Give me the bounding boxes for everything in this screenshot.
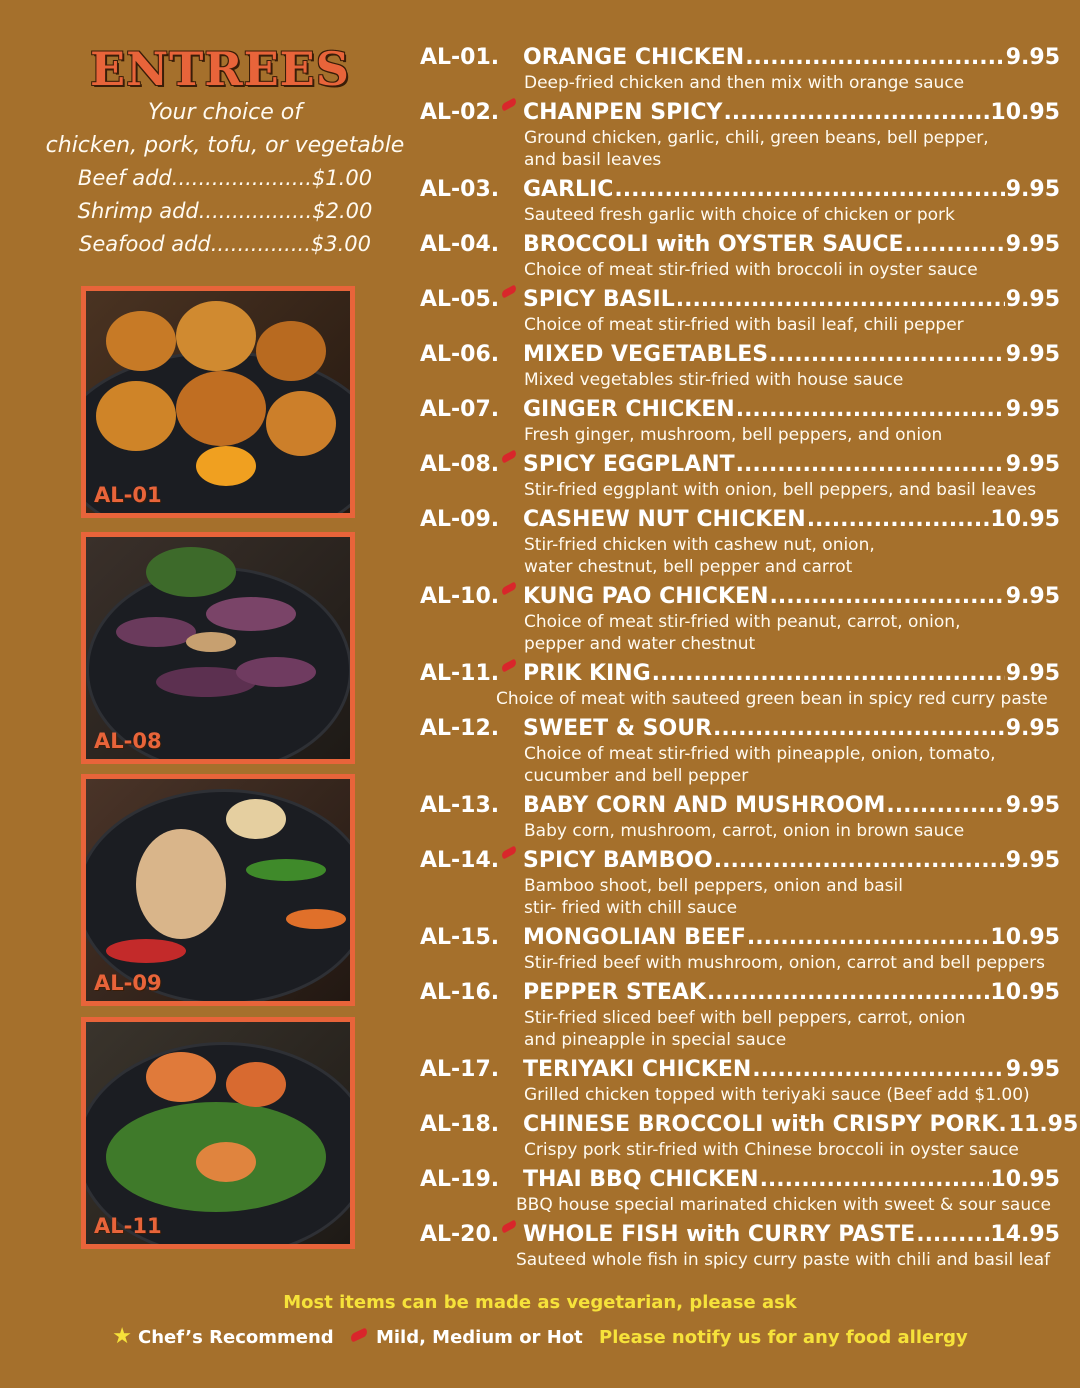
item-name: WHOLE FISH with CURRY PASTE xyxy=(523,1222,916,1247)
item-description: Bamboo shoot, bell peppers, onion and basil xyxy=(524,876,903,896)
menu-item-header xyxy=(420,341,1060,369)
menu-item-al-03 xyxy=(420,176,1060,226)
item-description: Choice of meat stir-fried with broccoli in oyster sauce xyxy=(524,260,978,280)
menu-item-al-01 xyxy=(420,44,1060,94)
menu-item-al-15 xyxy=(420,924,1060,974)
menu-item-al-02 xyxy=(420,99,1060,171)
item-price: 9.95 xyxy=(1005,287,1060,312)
item-price: 11.95 xyxy=(1008,1112,1079,1137)
item-price: 10.95 xyxy=(990,1167,1060,1192)
intro-panel xyxy=(40,40,410,261)
menu-item-header xyxy=(420,1056,1060,1084)
chili-icon xyxy=(498,983,523,999)
item-price: 9.95 xyxy=(1005,397,1060,422)
dot-leader xyxy=(736,396,1005,424)
menu-item-al-07 xyxy=(420,396,1060,446)
item-description: and pineapple in special sauce xyxy=(524,1030,787,1050)
chili-icon xyxy=(498,1115,523,1131)
item-description: Mixed vegetables stir-fried with house sauce xyxy=(524,370,904,390)
dot-leader xyxy=(713,715,1005,743)
chili-icon xyxy=(498,796,523,812)
item-description: Choice of meat stir-fried with peanut, carrot, onion, xyxy=(524,612,961,632)
chili-icon xyxy=(498,103,523,119)
item-description: stir- fried with chill sauce xyxy=(524,898,738,918)
photo-label: AL-11 xyxy=(94,1214,162,1238)
item-code: AL-16. xyxy=(420,980,500,1005)
chili-icon xyxy=(498,400,523,416)
item-description: Ground chicken, garlic, chili, green beans, bell pepper, xyxy=(524,128,989,148)
menu-item-header xyxy=(420,660,1060,688)
item-description: BBQ house special marinated chicken with sweet & sour sauce xyxy=(516,1195,1051,1215)
dot-leader xyxy=(807,506,990,534)
menu-item-al-17 xyxy=(420,1056,1060,1106)
item-price: 9.95 xyxy=(1005,661,1060,686)
menu-item-al-10 xyxy=(420,583,1060,655)
item-price: 9.95 xyxy=(1005,1057,1060,1082)
menu-item-al-14 xyxy=(420,847,1060,919)
menu-item-header xyxy=(420,99,1060,127)
item-name: PEPPER STEAK xyxy=(523,980,706,1005)
item-price: 9.95 xyxy=(1005,848,1060,873)
chili-icon xyxy=(350,1331,372,1343)
item-price: 9.95 xyxy=(1005,584,1060,609)
item-description: Choice of meat stir-fried with pineapple, onion, tomato, xyxy=(524,744,996,764)
item-price: 9.95 xyxy=(1005,452,1060,477)
item-price: 10.95 xyxy=(990,100,1060,125)
allergy-note: Please notify us for any food allergy xyxy=(599,1327,968,1348)
item-code: AL-05. xyxy=(420,287,500,312)
chili-icon xyxy=(498,235,523,251)
food-photo-al-09 xyxy=(81,774,355,1006)
menu-item-header xyxy=(420,44,1060,72)
menu-item-al-13 xyxy=(420,792,1060,842)
menu-item-al-20 xyxy=(420,1221,1060,1271)
menu-item-header xyxy=(420,847,1060,875)
choice-text xyxy=(40,96,410,162)
dot-leader xyxy=(736,451,1005,479)
item-description: Crispy pork stir-fried with Chinese broccoli in oyster sauce xyxy=(524,1140,1019,1160)
menu-list xyxy=(420,44,1079,1271)
chili-icon xyxy=(498,510,523,526)
menu-item-header xyxy=(420,715,1060,743)
chili-icon xyxy=(498,719,523,735)
menu-item-al-06 xyxy=(420,341,1060,391)
item-code: AL-02. xyxy=(420,100,500,125)
item-description: Baby corn, mushroom, carrot, onion in brown sauce xyxy=(524,821,965,841)
dot-leader xyxy=(707,979,989,1007)
item-name: MONGOLIAN BEEF xyxy=(523,925,746,950)
item-description: pepper and water chestnut xyxy=(524,634,756,654)
addon-beef: Beef add.....................$1.00 xyxy=(77,166,373,190)
item-name: BABY CORN AND MUSHROOM xyxy=(523,793,886,818)
food-photo-al-08 xyxy=(81,532,355,764)
item-description: Deep-fried chicken and then mix with orange sauce xyxy=(524,73,965,93)
chili-icon xyxy=(498,928,523,944)
dot-leader xyxy=(714,847,1005,875)
item-name: SPICY EGGPLANT xyxy=(523,452,735,477)
menu-item-header xyxy=(420,286,1060,314)
menu-item-al-09 xyxy=(420,506,1060,578)
menu-item-header xyxy=(420,1166,1060,1194)
item-name: PRIK KING xyxy=(523,661,651,686)
menu-item-al-04 xyxy=(420,231,1060,281)
dot-leader xyxy=(905,231,1005,259)
chili-icon xyxy=(498,455,523,471)
item-price: 9.95 xyxy=(1005,177,1060,202)
dot-leader xyxy=(886,792,1004,820)
item-description: Sauteed fresh garlic with choice of chicken or pork xyxy=(524,205,955,225)
menu-item-header xyxy=(420,979,1060,1007)
item-price: 9.95 xyxy=(1005,342,1060,367)
menu-item-header xyxy=(420,1221,1060,1249)
chili-icon xyxy=(498,1225,523,1241)
chili-icon xyxy=(498,851,523,867)
photo-label: AL-08 xyxy=(94,729,162,753)
menu-item-header xyxy=(420,231,1060,259)
menu-item-al-12 xyxy=(420,715,1060,787)
chili-icon xyxy=(498,1060,523,1076)
item-code: AL-15. xyxy=(420,925,500,950)
item-code: AL-01. xyxy=(420,45,500,70)
item-description: Stir-fried beef with mushroom, onion, carrot and bell peppers xyxy=(524,953,1045,973)
addon-shrimp: Shrimp add.................$2.00 xyxy=(77,199,373,223)
item-description: cucumber and bell pepper xyxy=(524,766,749,786)
item-code: AL-08. xyxy=(420,452,500,477)
item-code: AL-11. xyxy=(420,661,500,686)
dot-leader xyxy=(760,1166,990,1194)
item-description: water chestnut, bell pepper and carrot xyxy=(524,557,853,577)
item-name: CHANPEN SPICY xyxy=(523,100,723,125)
chili-icon xyxy=(498,290,523,306)
menu-item-al-11 xyxy=(420,660,1060,710)
menu-item-al-16 xyxy=(420,979,1060,1051)
item-description: Stir-fried chicken with cashew nut, onion, xyxy=(524,535,875,555)
item-price: 10.95 xyxy=(990,925,1060,950)
item-code: AL-18. xyxy=(420,1112,500,1137)
choice-line-1: Your choice of xyxy=(148,100,302,125)
chili-icon xyxy=(498,1170,523,1186)
menu-item-al-05 xyxy=(420,286,1060,336)
item-description: Choice of meat stir-fried with basil leaf, chili pepper xyxy=(524,315,964,335)
item-description: Sauteed whole fish in spicy curry paste with chili and basil leaf xyxy=(516,1250,1051,1270)
dot-leader xyxy=(614,176,1004,204)
item-description: and basil leaves xyxy=(524,150,662,170)
item-description: Grilled chicken topped with teriyaki sauce (Beef add $1.00) xyxy=(524,1085,1030,1105)
item-code: AL-13. xyxy=(420,793,500,818)
menu-item-header xyxy=(420,1111,1079,1139)
item-name: GINGER CHICKEN xyxy=(523,397,735,422)
item-code: AL-19. xyxy=(420,1167,500,1192)
menu-item-header xyxy=(420,924,1060,952)
item-description: Stir-fried sliced beef with bell peppers, carrot, onion xyxy=(524,1008,966,1028)
addon-list xyxy=(40,162,410,261)
dot-leader xyxy=(676,286,1005,314)
item-name: KUNG PAO CHICKEN xyxy=(523,584,769,609)
chili-icon xyxy=(498,48,523,64)
dot-leader xyxy=(752,1056,1004,1084)
menu-item-header xyxy=(420,792,1060,820)
item-name: BROCCOLI with OYSTER SAUCE xyxy=(523,232,904,257)
item-name: MIXED VEGETABLES xyxy=(523,342,769,367)
star-icon: ★ xyxy=(112,1324,132,1349)
photo-label: AL-01 xyxy=(94,483,162,507)
menu-item-header xyxy=(420,451,1060,479)
item-code: AL-10. xyxy=(420,584,500,609)
item-description: Stir-fried eggplant with onion, bell peppers, and basil leaves xyxy=(524,480,1037,500)
chili-icon xyxy=(498,587,523,603)
item-name: SPICY BASIL xyxy=(523,287,675,312)
item-code: AL-03. xyxy=(420,177,500,202)
item-description: Choice of meat with sauteed green bean in spicy red curry paste xyxy=(496,689,1048,709)
item-name: TERIYAKI CHICKEN xyxy=(523,1057,752,1082)
dot-leader xyxy=(723,99,989,127)
item-price: 9.95 xyxy=(1005,232,1060,257)
item-code: AL-06. xyxy=(420,342,500,367)
item-name: CHINESE BROCCOLI with CRISPY PORK. xyxy=(523,1112,1007,1137)
item-price: 9.95 xyxy=(1005,793,1060,818)
chef-recommend-label: Chef’s Recommend xyxy=(138,1327,334,1348)
spice-level-label: Mild, Medium or Hot xyxy=(375,1327,583,1348)
dot-leader xyxy=(652,660,1005,688)
item-code: AL-09. xyxy=(420,507,500,532)
menu-item-header xyxy=(420,506,1060,534)
page-title: ENTREES xyxy=(90,42,350,96)
chili-icon xyxy=(498,180,523,196)
item-name: ORANGE CHICKEN xyxy=(523,45,745,70)
menu-item-header xyxy=(420,176,1060,204)
item-name: THAI BBQ CHICKEN xyxy=(523,1167,759,1192)
legend xyxy=(0,1324,1080,1349)
item-price: 10.95 xyxy=(990,980,1060,1005)
chili-icon xyxy=(498,664,523,680)
item-name: CASHEW NUT CHICKEN xyxy=(523,507,806,532)
dot-leader xyxy=(745,44,1005,72)
vegetarian-note: Most items can be made as vegetarian, please ask xyxy=(283,1292,797,1313)
food-photo-al-11 xyxy=(81,1017,355,1249)
item-description: Fresh ginger, mushroom, bell peppers, and onion xyxy=(524,425,943,445)
menu-item-al-19 xyxy=(420,1166,1060,1216)
menu-item-al-18 xyxy=(420,1111,1079,1161)
dot-leader xyxy=(747,924,989,952)
item-price: 9.95 xyxy=(1005,716,1060,741)
dot-leader xyxy=(769,341,1005,369)
item-name: GARLIC xyxy=(523,177,614,202)
menu-item-header xyxy=(420,583,1060,611)
item-price: 14.95 xyxy=(990,1222,1060,1247)
menu-item-al-08 xyxy=(420,451,1060,501)
item-price: 10.95 xyxy=(990,507,1060,532)
item-name: SWEET & SOUR xyxy=(523,716,713,741)
food-photo-al-01 xyxy=(81,286,355,518)
item-code: AL-07. xyxy=(420,397,500,422)
dot-leader xyxy=(916,1221,989,1249)
choice-line-2: chicken, pork, tofu, or vegetable xyxy=(45,133,405,158)
item-code: AL-17. xyxy=(420,1057,500,1082)
dot-leader xyxy=(770,583,1005,611)
menu-item-header xyxy=(420,396,1060,424)
item-code: AL-20. xyxy=(420,1222,500,1247)
item-price: 9.95 xyxy=(1005,45,1060,70)
chili-icon xyxy=(498,345,523,361)
item-code: AL-04. xyxy=(420,232,500,257)
item-code: AL-12. xyxy=(420,716,500,741)
item-code: AL-14. xyxy=(420,848,500,873)
addon-seafood: Seafood add...............$3.00 xyxy=(79,232,371,256)
item-name: SPICY BAMBOO xyxy=(523,848,713,873)
photo-label: AL-09 xyxy=(94,971,162,995)
